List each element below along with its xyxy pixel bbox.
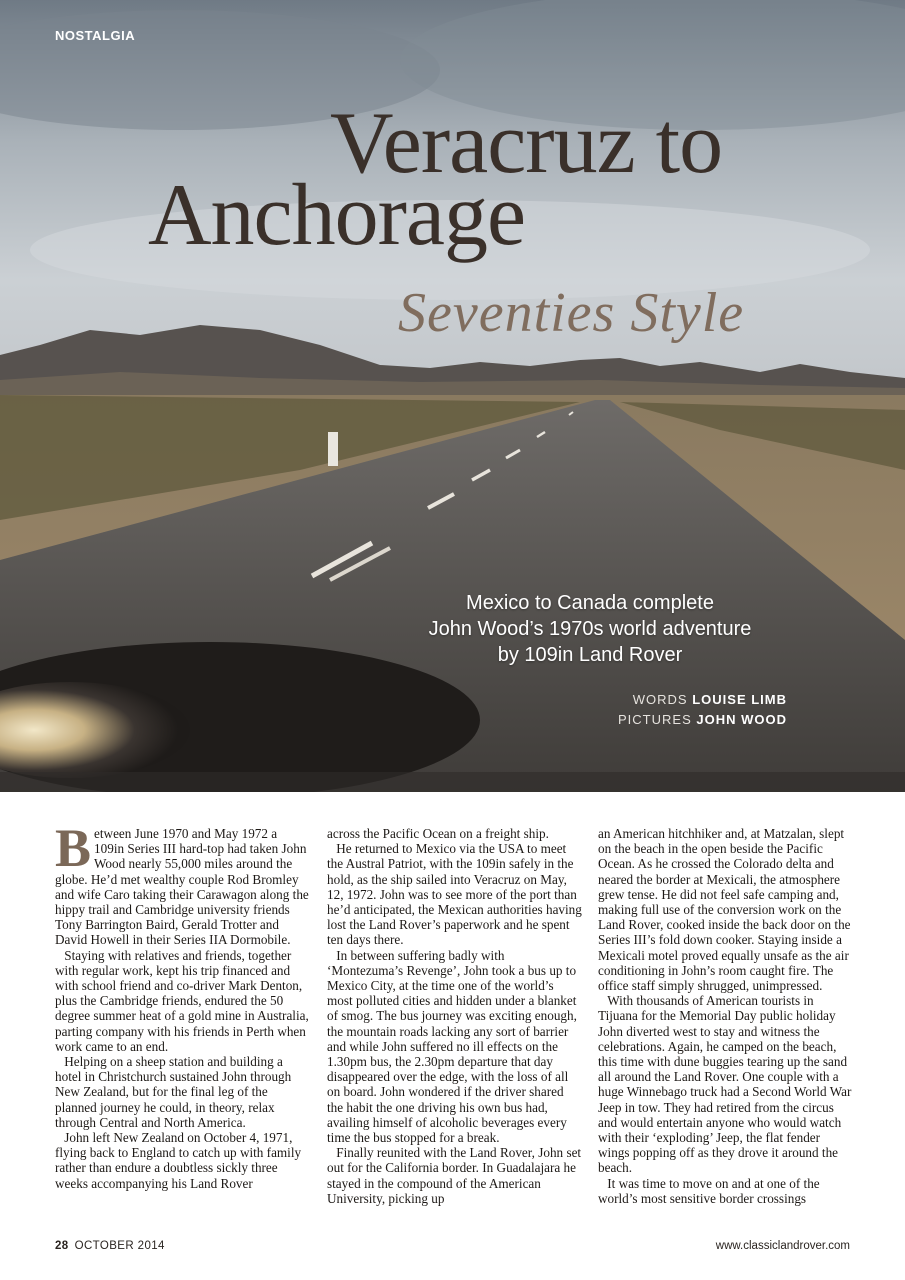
paragraph: Finally reunited with the Land Rover, John set out for the California border. In Guadalajara he stayed in the compound of the American University, picking up xyxy=(327,1145,582,1206)
standfirst-line-1: Mexico to Canada complete xyxy=(466,592,714,614)
paragraph-text: etween June 1970 and May 1972 a 109in Series III hard-top had taken John Wood nearly 55,000 miles around the globe. He’d met wealthy couple Rod Bromley and wife Caro taking their Carawagon along the hippy trail and Cambridge university friends Tony Barrington Baird, Gerald Trotter and David Howell in their Series IIA Dormobile. xyxy=(55,826,309,948)
paragraph: He returned to Mexico via the USA to meet the Austral Patriot, with the 109in safely in the hold, as the ship sailed into Veracruz on May, 12, 1972. John was to see more of the port than he’d anticipated, the Mexican authorities having lost the Land Rover’s paperwork and he spent ten days there. xyxy=(327,841,582,948)
words-name: LOUISE LIMB xyxy=(692,692,787,707)
article-column-2 xyxy=(327,826,582,1226)
words-credit xyxy=(618,690,787,710)
pictures-label: PICTURES xyxy=(618,712,692,727)
paragraph: Helping on a sheep station and building a hotel in Christchurch sustained John through New Zealand, but for the final leg of the planned journey he could, in theory, relax through Central and North America. xyxy=(55,1054,292,1130)
paragraph: an American hitchhiker and, at Matzalan, slept on the beach in the open beside the Pacific Ocean. As he crossed the Colorado delta and neared the border at Mexicali, the atmosphere grew tense. He did not feel safe camping and, making full use of the conversion work on the Land Rover, cooked inside the back door on the Series III’s fold down cooker. Staying inside a Mexicali motel proved equally unsafe as the air conditioning in John’s room caught fire. The office staff simply shrugged, unimpressed. xyxy=(598,826,851,994)
paragraph: John left New Zealand on October 4, 1971, flying back to England to catch up with family rather than endure a doubtless sickly three weeks accompanying his Land Rover xyxy=(55,1130,302,1191)
article-column-1 xyxy=(55,826,310,1226)
article-column-3 xyxy=(598,826,853,1226)
article-body xyxy=(55,826,855,1226)
standfirst xyxy=(400,590,780,668)
paragraph: With thousands of American tourists in Tijuana for the Memorial Day public holiday John diverted west to stay and witness the celebrations. Again, he camped on the beach, this time with dune buggies tearing up the sand all around the Land Rover. One couple with a huge Winnebago truck had a Second World War Jeep in tow. They had retired from the circus and would entertain anyone who would watch with their ‘exploding’ Jeep, the flat fender wings popping off as they drove it around the beach. xyxy=(598,993,852,1176)
pictures-credit xyxy=(618,710,787,730)
standfirst-line-2: John Wood’s 1970s world adventure xyxy=(428,618,752,640)
paragraph xyxy=(55,826,310,948)
subtitle: Seventies Style xyxy=(398,282,745,344)
title-line-2: Anchorage xyxy=(148,167,526,264)
paragraph: across the Pacific Ocean on a freight ship. xyxy=(327,826,549,841)
website-url: www.classiclandrover.com xyxy=(715,1240,850,1252)
words-label: WORDS xyxy=(632,692,688,707)
issue-date: OCTOBER 2014 xyxy=(74,1240,165,1252)
paragraph: It was time to move on and at one of the world’s most sensitive border crossings xyxy=(598,1175,820,1206)
pictures-name: JOHN WOOD xyxy=(696,712,787,727)
drop-cap: B xyxy=(55,826,92,878)
paragraph: Staying with relatives and friends, together with regular work, kept his trip financed and with school friend and co-driver Mark Denton, plus the Cambridge friends, endured the 50 degree summer heat of a gold mine in Australia, parting company with his friends in Perth when work came to an end. xyxy=(55,947,309,1054)
page-number: 28 xyxy=(55,1240,69,1252)
page-footer-left xyxy=(55,1240,165,1252)
standfirst-line-3: by 109in Land Rover xyxy=(497,644,683,666)
title-line-1: Veracruz to xyxy=(330,95,723,192)
credits xyxy=(618,690,787,730)
paragraph: In between suffering badly with ‘Montezuma’s Revenge’, John took a bus up to Mexico City, at the time one of the world’s most polluted cities and hidden under a blanket of smog. The bus journey was exciting enough, the mountain roads lacking any sort of barrier and while John suffered no ill effects on the 1.30pm bus, the 2.30pm departure that day disappeared over the edge, with the loss of all on board. John wondered if the driver shared the habit the one driving his own bus had, availing himself of alcoholic beverages every time the bus stopped for a break. xyxy=(327,947,577,1146)
section-tag: NOSTALGIA xyxy=(55,28,136,43)
